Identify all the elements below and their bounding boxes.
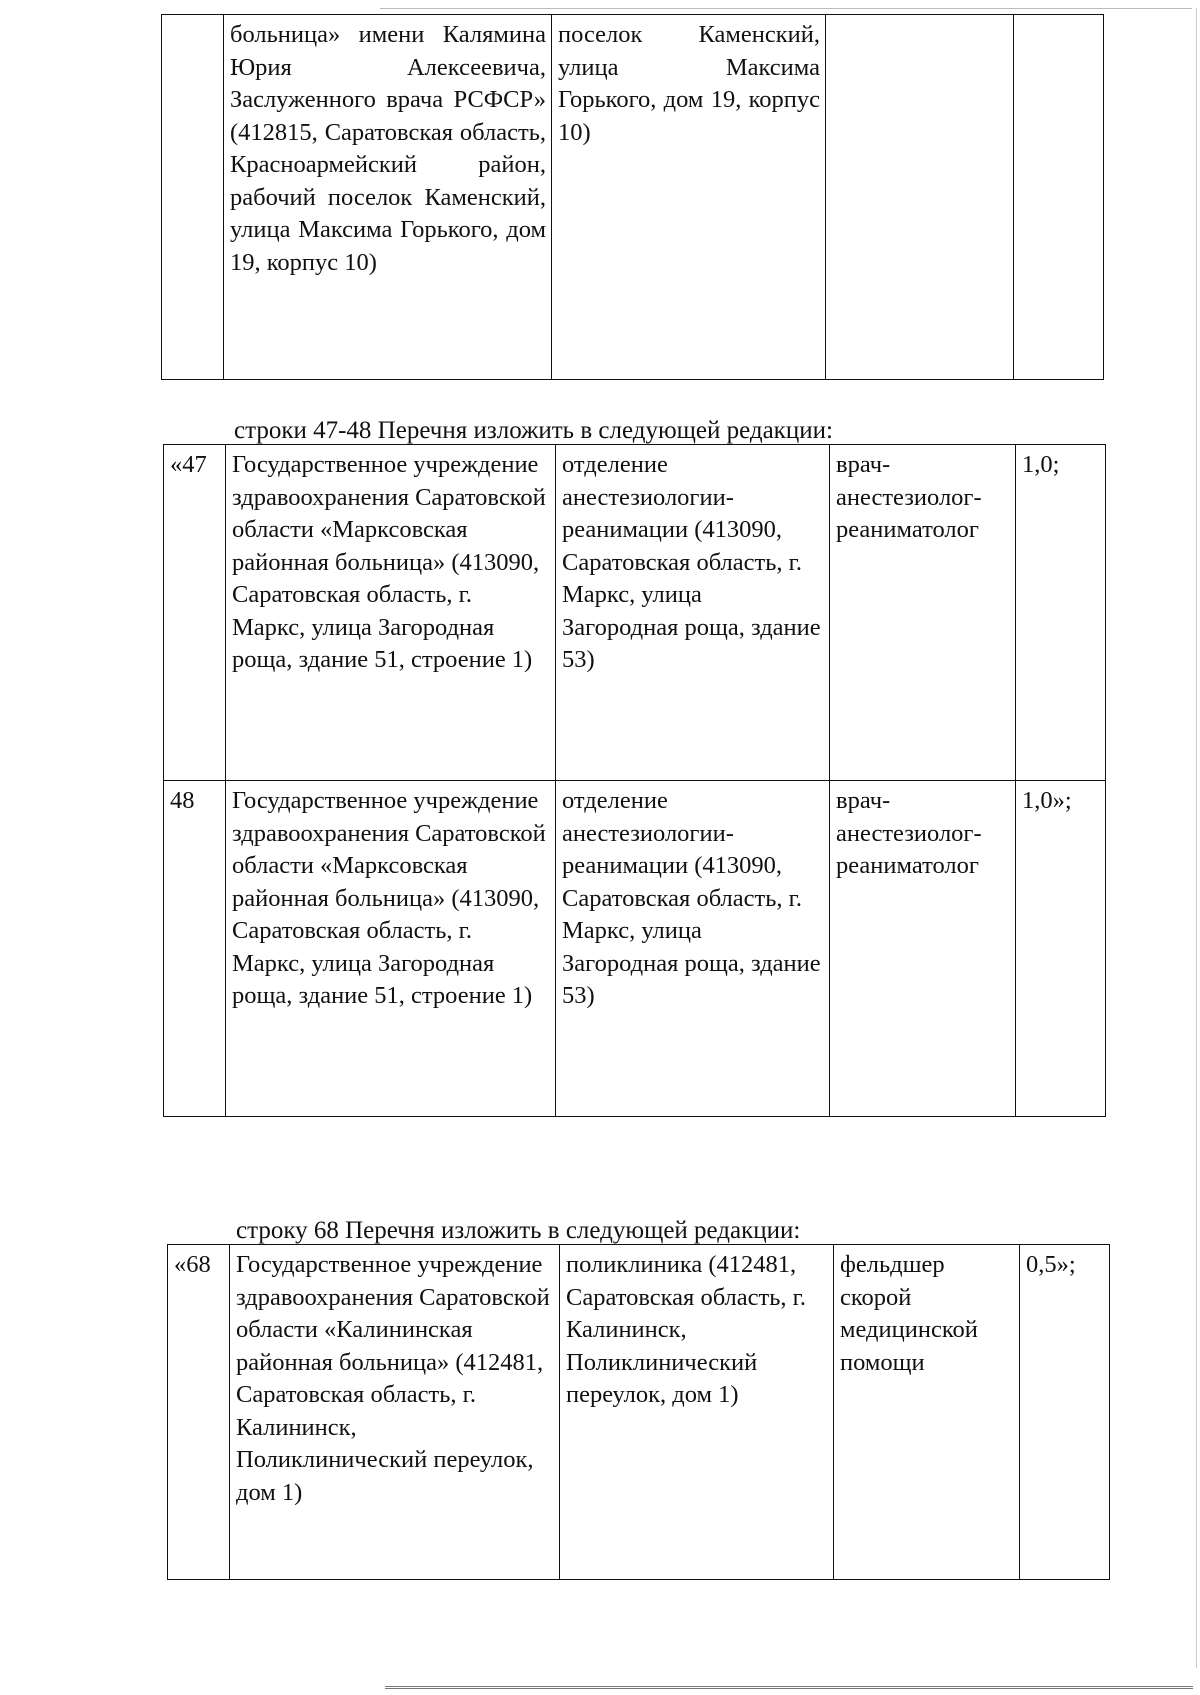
rate-cell: 1,0; <box>1016 445 1106 781</box>
table-row <box>168 1245 1110 1580</box>
amendment-intro-47-48: строки 47-48 Перечня изложить в следующей редакции: <box>234 417 833 444</box>
department-cell: отделение анестезиологии-реанимации (413090, Саратовская область, г. Маркс, улица Загородная роща, здание 53) <box>556 781 830 1117</box>
institution-cell: Государственное учреждение здравоохранения Саратовской области «Марксовская районная больница» (413090, Саратовская область, г. Маркс, улица Загородная роща, здание 51, строение 1) <box>226 445 556 781</box>
department-cell: поликлиника (412481, Саратовская область, г. Калининск, Поликлинический переулок, дом 1) <box>560 1245 834 1580</box>
rate-cell: 1,0»; <box>1016 781 1106 1117</box>
institution-cell: больница» имени Калямина Юрия Алексеевича, Заслуженного врача РСФСР» (412815, Саратовская область, Красноармейский район, рабочий поселок Каменский, улица Максима Горького, дом 19, корпус 10) <box>224 15 552 380</box>
rate-cell: 0,5»; <box>1020 1245 1110 1580</box>
row-number-cell: 48 <box>164 781 226 1117</box>
table-row <box>162 15 1104 380</box>
position-cell: врач-анестезиолог-реаниматолог <box>830 445 1016 781</box>
rate-cell <box>1014 15 1104 380</box>
table-row <box>164 445 1106 781</box>
table-row <box>164 781 1106 1117</box>
page-edge-right <box>1196 8 1197 1668</box>
row-number-cell: «47 <box>164 445 226 781</box>
department-cell: отделение анестезиологии-реанимации (413090, Саратовская область, г. Маркс, улица Загородная роща, здание 53) <box>556 445 830 781</box>
position-cell: врач-анестезиолог-реаниматолог <box>830 781 1016 1117</box>
position-cell <box>826 15 1014 380</box>
department-cell: поселок Каменский, улица Максима Горького, дом 19, корпус 10) <box>552 15 826 380</box>
row-68-table <box>167 1244 1110 1580</box>
continuation-table <box>161 14 1104 380</box>
row-number-cell <box>162 15 224 380</box>
rows-47-48-table <box>163 444 1106 1117</box>
row-number-cell: «68 <box>168 1245 230 1580</box>
institution-cell: Государственное учреждение здравоохранения Саратовской области «Калининская районная больница» (412481, Саратовская область, г. Калининск, Поликлинический переулок, дом 1) <box>230 1245 560 1580</box>
institution-cell: Государственное учреждение здравоохранения Саратовской области «Марксовская районная больница» (413090, Саратовская область, г. Маркс, улица Загородная роща, здание 51, строение 1) <box>226 781 556 1117</box>
amendment-intro-68: строку 68 Перечня изложить в следующей редакции: <box>236 1217 801 1244</box>
position-cell: фельдшер скорой медицинской помощи <box>834 1245 1020 1580</box>
page-edge-bottom <box>385 1686 1193 1689</box>
page-edge-top <box>380 8 1192 9</box>
